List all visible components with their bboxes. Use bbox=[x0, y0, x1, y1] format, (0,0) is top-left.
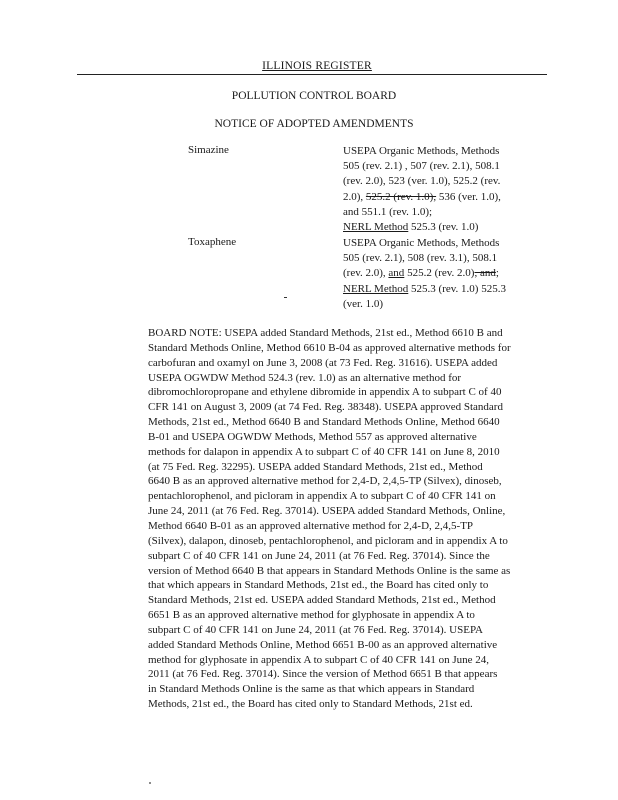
underlined-text: NERL Method bbox=[343, 221, 409, 234]
method-text: 525.3 (rev. 1.0) 525.3 bbox=[408, 282, 506, 295]
board-note-paragraph bbox=[148, 326, 546, 712]
board-note-line: method for glyphosate in appendix A to subpart C of 40 CFR 141 on June 24, bbox=[148, 653, 489, 666]
method-text: (rev. 2.0), bbox=[343, 267, 389, 280]
method-line: USEPA Organic Methods, Methods bbox=[343, 237, 500, 249]
method-text: 2.0), bbox=[343, 190, 366, 203]
board-note-line: Standard Methods, 21st ed. USEPA added Standard Methods, 21st ed., Method bbox=[148, 594, 496, 607]
board-note-line: subpart C of 40 CFR 141 on June 24, 2011 (at 76 Fed. Reg. 37014). USEPA bbox=[148, 623, 483, 636]
board-note-line: Methods, 21st ed., the Board has cited only to Standard Methods, 21st ed. bbox=[148, 698, 473, 711]
board-note-line: 6651 B as an approved alternative method for glyphosate in appendix A to bbox=[148, 609, 475, 622]
method-text: 525.2 (rev. 2.0) bbox=[404, 267, 475, 280]
board-note-line: carbofuran and oxamyl on June 3, 2008 (at 73 Fed. Reg. 31616). USEPA added bbox=[148, 356, 498, 369]
entry-methods-simazine bbox=[343, 144, 543, 235]
scan-artifact-dot bbox=[149, 782, 151, 784]
board-note-line: that which appears in Standard Methods, 21st ed., the Board has cited only to bbox=[148, 579, 489, 592]
method-line: 505 (rev. 2.1), 508 (rev. 3.1), 508.1 bbox=[343, 252, 498, 265]
register-title: ILLINOIS REGISTER bbox=[262, 60, 372, 72]
method-line: (rev. 2.0), 523 (ver. 1.0), 525.2 (rev. bbox=[343, 175, 501, 188]
method-line: 505 (rev. 2.1) , 507 (rev. 2.1), 508.1 bbox=[343, 160, 500, 173]
method-text: 536 (ver. 1.0), bbox=[436, 190, 501, 203]
board-note-line: (Silvex), dalapon, dinoseb, pentachlorophenol, and picloram and in appendix A to bbox=[148, 534, 508, 547]
board-note-line: version of Method 6640 B that appears in Standard Methods Online is the same as bbox=[148, 564, 511, 577]
board-note-line: 6640 B as an approved alternative method for 2,4-D, 2,4,5-TP (Silvex), dinoseb, bbox=[148, 475, 502, 488]
underlined-text: NERL Method bbox=[343, 282, 409, 295]
board-note-line: Method 6640 B-01 as an approved alternative method for 2,4-D, 2,4,5-TP bbox=[148, 519, 474, 532]
method-text: 525.3 (rev. 1.0) bbox=[408, 221, 479, 234]
method-line bbox=[343, 220, 543, 235]
notice-title: NOTICE OF ADOPTED AMENDMENTS bbox=[214, 118, 414, 130]
board-note-line: dibromochloropropane and ethylene dibromide in appendix A to subpart C of 40 bbox=[148, 386, 502, 399]
board-note-line: methods for dalapon in appendix A to subpart C of 40 CFR 141 on June 8, 2010 bbox=[148, 445, 500, 458]
board-note-line: B-01 and USEPA OGWDW Methods, Method 557 as approved alternative bbox=[148, 430, 477, 443]
entry-methods-toxaphene bbox=[343, 236, 543, 312]
struck-text: , and bbox=[474, 267, 496, 280]
method-line: USEPA Organic Methods, Methods bbox=[343, 145, 500, 157]
board-note-line: in Standard Methods Online is the same as that which appears in Standard bbox=[148, 683, 475, 696]
board-note-line: CFR 141 on August 3, 2009 (at 74 Fed. Reg. 38348). USEPA approved Standard bbox=[148, 401, 503, 414]
board-title: POLLUTION CONTROL BOARD bbox=[231, 90, 397, 102]
board-note-line: (at 75 Fed. Reg. 32295). USEPA added Standard Methods, 21st ed., Method bbox=[148, 460, 483, 473]
entry-name-simazine: Simazine bbox=[188, 144, 229, 156]
board-note-line: pentachlorophenol, and picloram in appendix A to subpart C of 40 CFR 141 on bbox=[148, 490, 496, 503]
board-note-line: Standard Methods Online, Method 6610 B-04 as approved alternative methods for bbox=[148, 341, 511, 354]
method-line bbox=[343, 266, 543, 281]
board-note-line: BOARD NOTE: USEPA added Standard Methods, 21st ed., Method 6610 B and bbox=[148, 327, 503, 339]
board-note-line: USEPA OGWDW Method 524.3 (rev. 1.0) as an alternative method for bbox=[148, 371, 462, 384]
struck-text: 525.2 (rev. 1.0), bbox=[365, 190, 437, 203]
method-text: ; bbox=[495, 267, 499, 280]
entry-name-toxaphene: Toxaphene bbox=[188, 236, 237, 248]
method-line: (ver. 1.0) bbox=[343, 297, 384, 310]
method-line: and 551.1 (rev. 1.0); bbox=[343, 205, 433, 218]
underlined-text: and bbox=[388, 267, 405, 280]
scan-artifact-mark bbox=[284, 297, 287, 298]
method-line bbox=[343, 282, 543, 297]
board-note-line: 2011 (at 76 Fed. Reg. 37014). Since the version of Method 6651 B that appears bbox=[148, 668, 498, 681]
board-note-line: Methods, 21st ed., Method 6640 B and Standard Methods Online, Method 6640 bbox=[148, 416, 500, 429]
method-line bbox=[343, 190, 543, 205]
board-note-line: subpart C of 40 CFR 141 on June 24, 2011 (at 76 Fed. Reg. 37014). Since the bbox=[148, 549, 490, 562]
header-rule bbox=[77, 74, 547, 75]
board-note-line: June 24, 2011 (at 76 Fed. Reg. 37014). USEPA added Standard Methods, Online, bbox=[148, 505, 506, 518]
board-note-line: added Standard Methods Online, Method 6651 B-00 as an approved alternative bbox=[148, 638, 498, 651]
